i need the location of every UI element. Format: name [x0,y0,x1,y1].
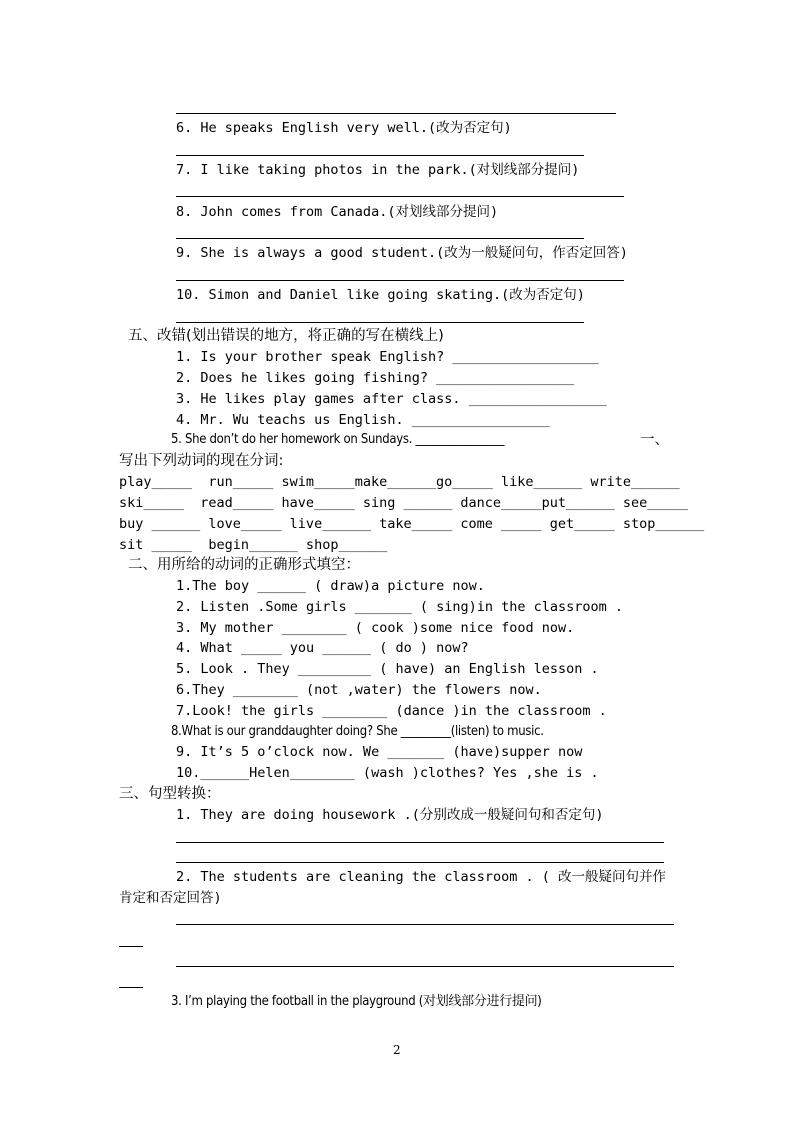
section-heading-1-marker: 一、 [640,432,669,448]
answer-line[interactable] [176,862,664,863]
question-9: 9. She is always a good student.(改为一般疑问句，作否定回答) [176,245,628,261]
section-heading-2: 二、用所给的动词的正确形式填空： [128,557,360,573]
question-6: 6. He speaks English very well.(改为否定句) [176,120,512,136]
answer-line[interactable] [176,155,584,156]
answer-line[interactable] [176,924,674,925]
section-heading-1: 写出下列动词的现在分词: [119,453,284,469]
verb-row-2: ski_____ read_____ have_____ sing ______ dance_____put______ see_____ [119,495,688,511]
answer-line[interactable] [176,238,584,239]
fill-item-5: 5. Look . They _________ ( have) an English lesson . [176,661,599,677]
section-heading-5: 五、改错(划出错误的地方，将正确的写在横线上) [128,328,444,344]
question-10: 10. Simon and Daniel like going skating.(改为否定句) [176,287,585,303]
question-7: 7. I like taking photos in the park.(对划线部分提问) [176,162,580,178]
answer-line[interactable] [176,966,674,967]
section-heading-3: 三、句型转换： [119,786,221,802]
correction-item-3: 3. He likes play games after class. _________________ [176,391,607,407]
page-number: 2 [393,1043,401,1057]
correction-item-1: 1. Is your brother speak English? __________________ [176,349,599,365]
answer-line[interactable] [176,842,664,843]
answer-line[interactable] [176,196,624,197]
answer-line[interactable] [176,113,616,114]
correction-item-5: 5. She don’t do her homework on Sundays. ________________ [171,432,505,447]
fill-item-7: 7.Look! the girls ________ (dance )in the classroom . [176,703,607,719]
verb-row-3: buy ______ love_____ live______ take_____ come _____ get_____ stop______ [119,516,705,532]
correction-item-4: 4. Mr. Wu teachs us English. _________________ [176,412,550,428]
answer-line-continued[interactable] [119,946,143,947]
answer-line[interactable] [176,322,584,323]
transform-question-2-line2: 肯定和否定回答) [119,890,222,906]
fill-item-8: 8.What is our granddaughter doing? She _________(listen) to music. [171,724,544,739]
verb-row-1: play_____ run_____ swim_____make______go_____ like______ write______ [119,474,680,490]
fill-item-9: 9. It’s 5 o’clock now. We _______ (have)supper now [176,744,583,760]
transform-question-3: 3. I’m playing the football in the playground (对划线部分进行提问) [171,994,542,1009]
fill-item-10: 10.______Helen________ (wash )clothes? Yes ,she is . [176,765,599,781]
fill-item-6: 6.They ________ (not ,water) the flowers now. [176,682,542,698]
answer-line-continued[interactable] [119,987,143,988]
correction-item-2: 2. Does he likes going fishing? _________________ [176,370,575,386]
verb-row-4: sit _____ begin______ shop______ [119,537,388,553]
fill-item-3: 3. My mother ________ ( cook )some nice food now. [176,620,575,636]
fill-item-4: 4. What _____ you ______ ( do ) now? [176,640,469,656]
transform-question-1: 1. They are doing housework .(分别改成一般疑问句和否定句) [176,807,604,823]
fill-item-2: 2. Listen .Some girls _______ ( sing)in the classroom . [176,599,624,615]
transform-question-2-line1: 2. The students are cleaning the classroom . ( 改一般疑问句并作 [176,869,667,885]
question-8: 8. John comes from Canada.(对划线部分提问) [176,204,499,220]
answer-line[interactable] [176,280,624,281]
fill-item-1: 1.The boy ______ ( draw)a picture now. [176,578,485,594]
